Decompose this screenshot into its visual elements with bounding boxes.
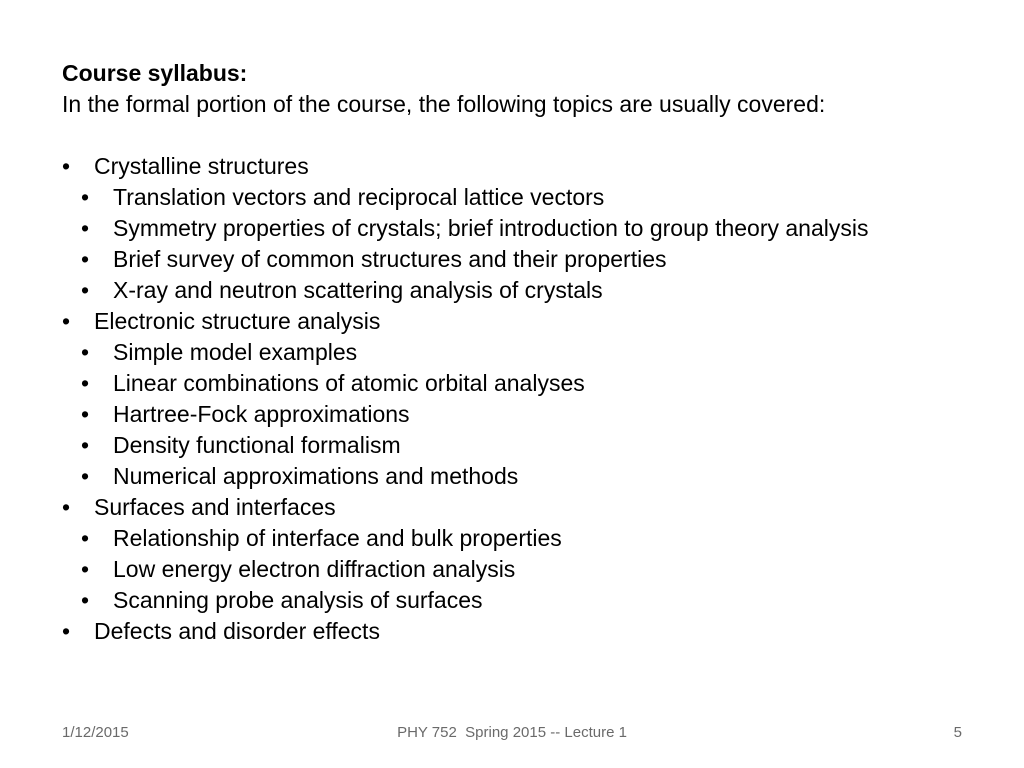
bullet-icon: •: [81, 246, 90, 272]
subtopic-list: [30, 182, 962, 306]
subtopic-item: [81, 461, 962, 492]
bullet-icon: •: [81, 184, 90, 210]
slide-content: [62, 58, 962, 647]
subtopic-item: [81, 585, 962, 616]
subtopic-label: Linear combinations of atomic orbital analyses: [113, 370, 585, 396]
subtopic-item: [81, 337, 962, 368]
bullet-icon: •: [81, 401, 90, 427]
subtopic-label: Simple model examples: [113, 339, 358, 365]
subtopic-item: [81, 430, 962, 461]
subtopic-label: Low energy electron diffraction analysis: [113, 556, 516, 582]
subtopic-label: Brief survey of common structures and their properties: [113, 246, 667, 272]
bullet-icon: •: [81, 215, 90, 241]
subtopic-label: Scanning probe analysis of surfaces: [113, 587, 483, 613]
subtopic-list: [30, 523, 962, 616]
bullet-icon: •: [81, 370, 90, 396]
subtopic-label: Symmetry properties of crystals; brief introduction to group theory analysis: [113, 215, 869, 241]
subtopic-label: X-ray and neutron scattering analysis of crystals: [113, 277, 603, 303]
subtopic-label: Hartree-Fock approximations: [113, 401, 410, 427]
subtopic-item: [81, 244, 962, 275]
subtopic-item: [81, 368, 962, 399]
topic-item: [62, 616, 962, 647]
bullet-icon: •: [81, 587, 90, 613]
bullet-icon: •: [81, 463, 90, 489]
bullet-icon: •: [81, 339, 90, 365]
slide-heading: Course syllabus:: [62, 60, 248, 86]
subtopic-label: Numerical approximations and methods: [113, 463, 519, 489]
subtopic-list: [30, 337, 962, 492]
subtopic-label: Relationship of interface and bulk properties: [113, 525, 562, 551]
subtopic-item: [81, 523, 962, 554]
subtopic-label: Translation vectors and reciprocal lattice vectors: [113, 184, 605, 210]
topic-item: [62, 306, 962, 337]
bullet-icon: •: [81, 525, 90, 551]
topic-item: [62, 151, 962, 182]
topic-label: Crystalline structures: [94, 153, 309, 179]
footer-date: 1/12/2015: [62, 724, 129, 741]
bullet-icon: •: [62, 494, 71, 520]
topic-label: Surfaces and interfaces: [94, 494, 336, 520]
bullet-icon: •: [62, 153, 71, 179]
bullet-icon: •: [81, 556, 90, 582]
footer-page-number: 5: [953, 724, 962, 741]
topic-list: [62, 151, 962, 647]
topic-label: Electronic structure analysis: [94, 308, 381, 334]
bullet-icon: •: [81, 277, 90, 303]
topic-item: [62, 492, 962, 523]
topic-label: Defects and disorder effects: [94, 618, 380, 644]
subtopic-item: [81, 182, 962, 213]
footer-title: PHY 752 Spring 2015 -- Lecture 1: [397, 724, 627, 741]
subtopic-item: [81, 213, 962, 244]
slide-intro: In the formal portion of the course, the following topics are usually covered:: [62, 91, 826, 117]
bullet-icon: •: [81, 432, 90, 458]
subtopic-item: [81, 275, 962, 306]
subtopic-item: [81, 399, 962, 430]
spacer: [62, 120, 962, 151]
bullet-icon: •: [62, 618, 71, 644]
subtopic-item: [81, 554, 962, 585]
subtopic-label: Density functional formalism: [113, 432, 401, 458]
bullet-icon: •: [62, 308, 71, 334]
